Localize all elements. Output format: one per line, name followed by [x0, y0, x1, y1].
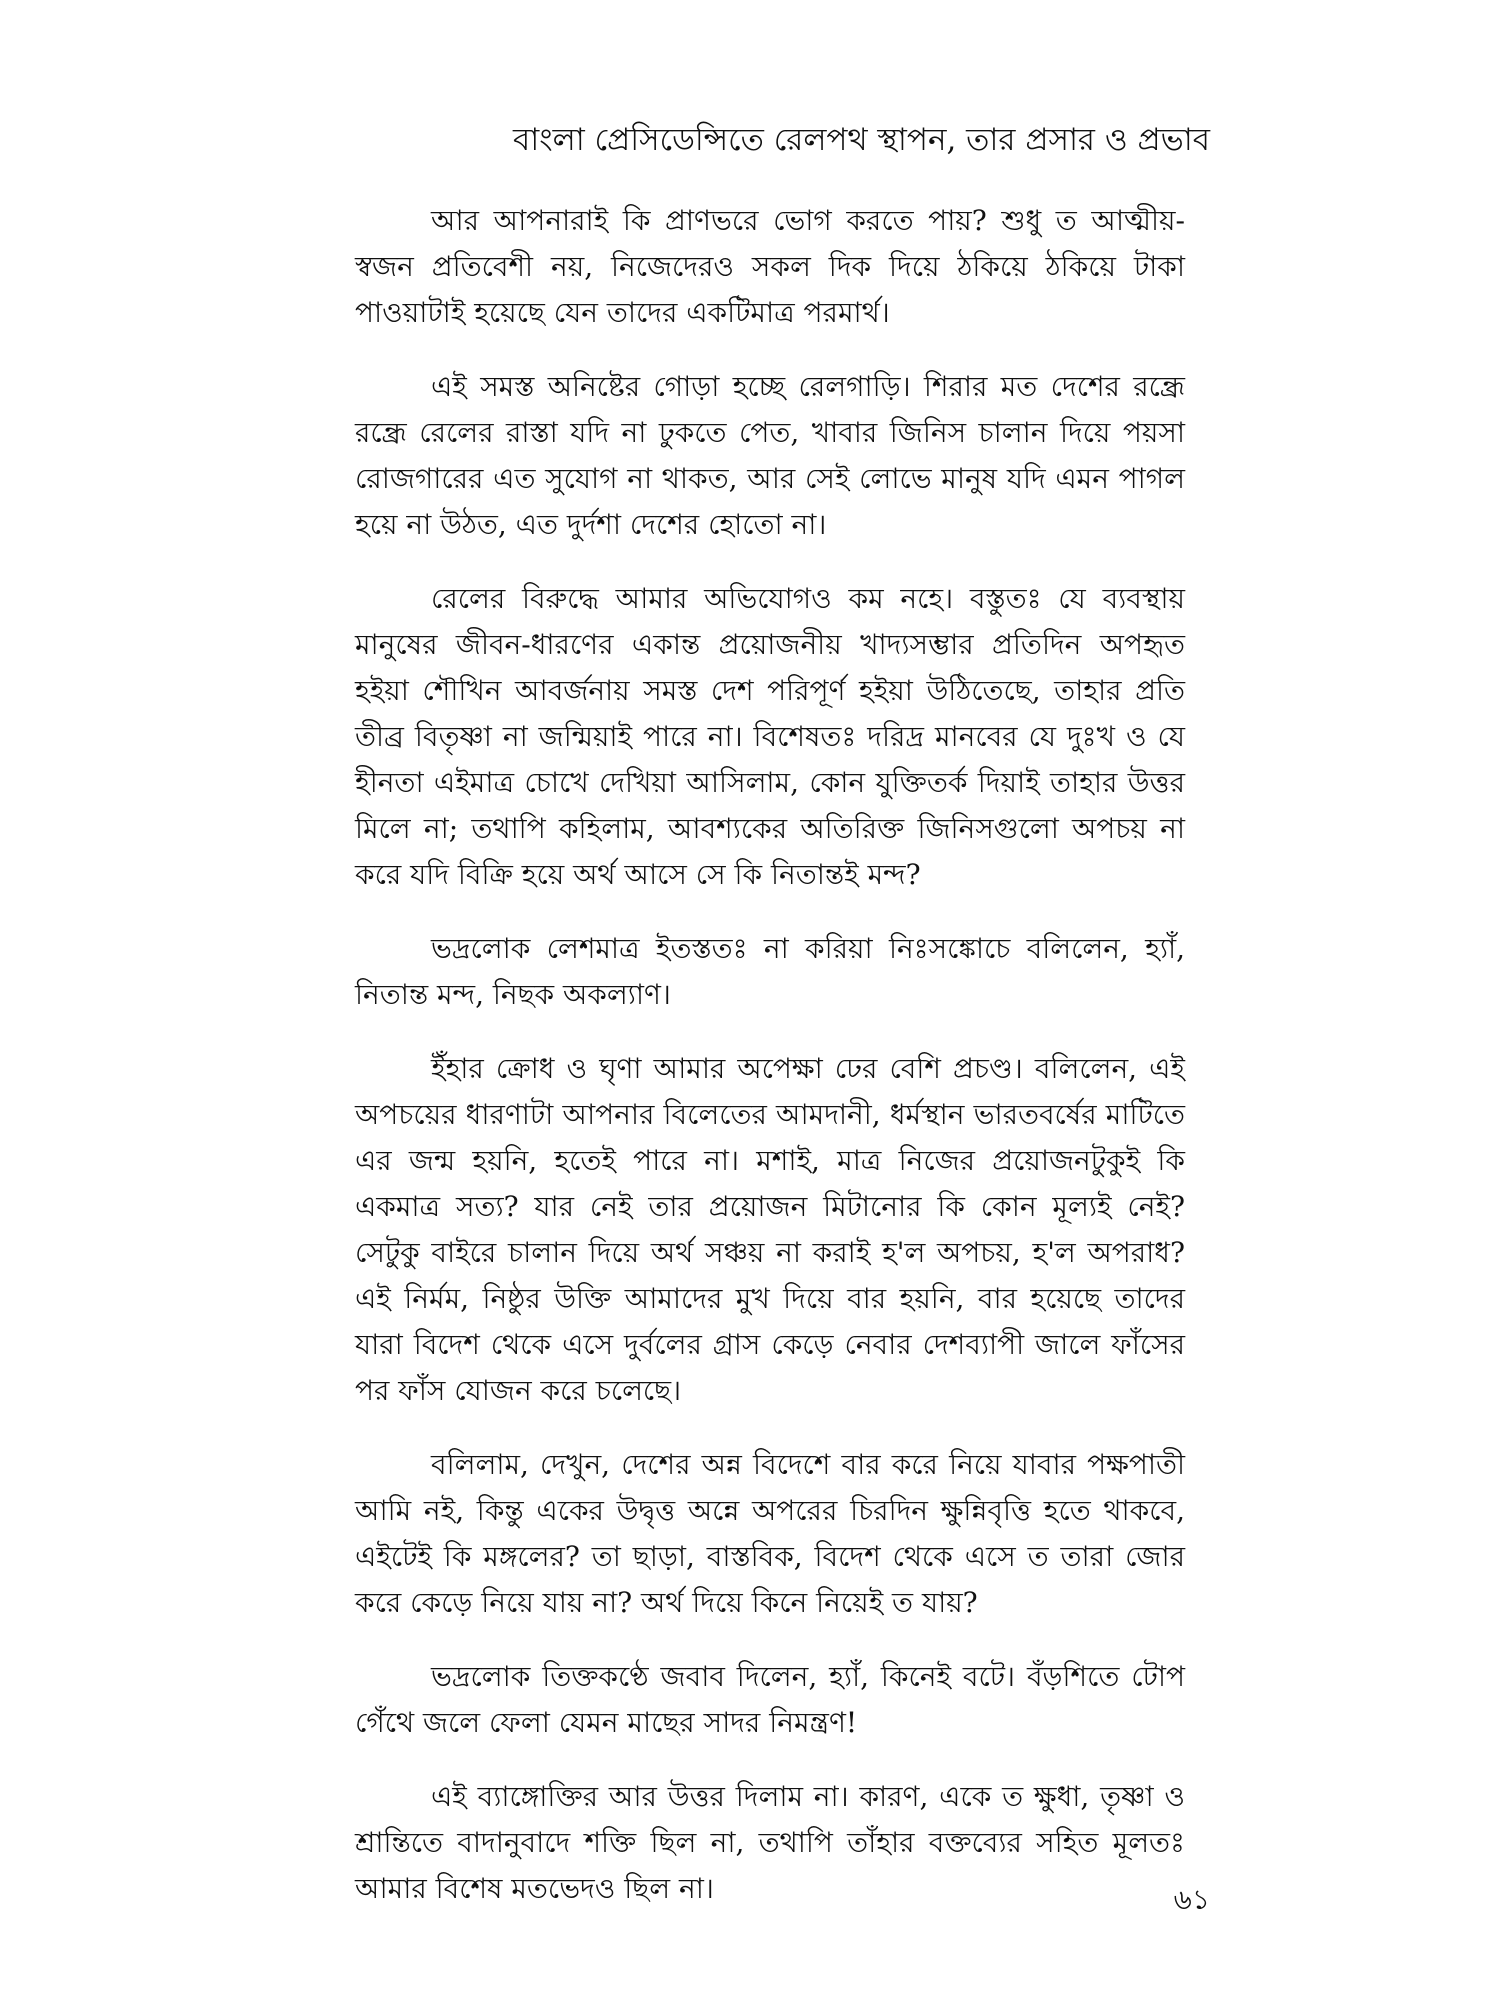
- body-text: [355, 198, 1185, 1940]
- paragraph: আর আপনারাই কি প্রাণভরে ভোগ করতে পায়? শুধু ত আত্মীয়-স্বজন প্রতিবেশী নয়, নিজেদেরও সকল দিক দিয়ে ঠকিয়ে ঠকিয়ে টাকা পাওয়াটাই হয়েছে যেন তাদের একটিমাত্র পরমার্থ।: [355, 204, 1185, 329]
- page-number: ৬১: [1173, 1883, 1210, 1916]
- paragraph: ভদ্রলোক লেশমাত্র ইতস্ততঃ না করিয়া নিঃসঙ্কোচে বলিলেন, হ্যাঁ, নিতান্ত মন্দ, নিছক অকল্যাণ।: [355, 932, 1185, 1011]
- paragraph: রেলের বিরুদ্ধে আমার অভিযোগও কম নহে। বস্তুতঃ যে ব্যবস্থায় মানুষের জীবন-ধারণের একান্ত প্রয়োজনীয় খাদ্যসম্ভার প্রতিদিন অপহৃত হইয়া শৌখিন আবর্জনায় সমস্ত দেশ পরিপূর্ণ হইয়া উঠিতেছে, তাহার প্রতি তীব্র বিতৃষ্ণা না জন্মিয়াই পারে না। বিশেষতঃ দরিদ্র মানবের যে দুঃখ ও যে হীনতা এইমাত্র চোখে দেখিয়া আসিলাম, কোন যুক্তিতর্ক দিয়াই তাহার উত্তর মিলে না; তথাপি কহিলাম, আবশ্যকের অতিরিক্ত জিনিসগুলো অপচয় না করে যদি বিক্রি হয়ে অর্থ আসে সে কি নিতান্তই মন্দ?: [355, 582, 1185, 891]
- paragraph: ভদ্রলোক তিক্তকণ্ঠে জবাব দিলেন, হ্যাঁ, কিনেই বটে। বঁড়শিতে টোপ গেঁথে জলে ফেলা যেমন মাছের সাদর নিমন্ত্রণ!: [355, 1660, 1185, 1739]
- running-header: বাংলা প্রেসিডেন্সিতে রেলপথ স্থাপন, তার প্রসার ও প্রভাব: [513, 122, 1210, 158]
- paragraph: বলিলাম, দেখুন, দেশের অন্ন বিদেশে বার করে নিয়ে যাবার পক্ষপাতী আমি নই, কিন্তু একের উদ্বৃত্ত অন্নে অপরের চিরদিন ক্ষুন্নিবৃত্তি হতে থাকবে, এইটেই কি মঙ্গলের? তা ছাড়া, বাস্তবিক, বিদেশ থেকে এসে ত তারা জোর করে কেড়ে নিয়ে যায় না? অর্থ দিয়ে কিনে নিয়েই ত যায়?: [355, 1448, 1185, 1619]
- paragraph: এই সমস্ত অনিষ্টের গোড়া হচ্ছে রেলগাড়ি। শিরার মত দেশের রন্ধ্রে রন্ধ্রে রেলের রাস্তা যদি না ঢুকতে পেত, খাবার জিনিস চালান দিয়ে পয়সা রোজগারের এত সুযোগ না থাকত, আর সেই লোভে মানুষ যদি এমন পাগল হয়ে না উঠত, এত দুর্দশা দেশের হোতো না।: [355, 370, 1185, 541]
- paragraph: এই ব্যাঙ্গোক্তির আর উত্তর দিলাম না। কারণ, একে ত ক্ষুধা, তৃষ্ণা ও শ্রান্তিতে বাদানুবাদে শক্তি ছিল না, তথাপি তাঁহার বক্তব্যের সহিত মূলতঃ আমার বিশেষ মতভেদও ছিল না।: [355, 1780, 1185, 1905]
- paragraph: ইঁহার ক্রোধ ও ঘৃণা আমার অপেক্ষা ঢের বেশি প্রচণ্ড। বলিলেন, এই অপচয়ের ধারণাটা আপনার বিলেতের আমদানী, ধর্মস্থান ভারতবর্ষের মাটিতে এর জন্ম হয়নি, হতেই পারে না। মশাই, মাত্র নিজের প্রয়োজনটুকুই কি একমাত্র সত্য? যার নেই তার প্রয়োজন মিটানোর কি কোন মূল্যই নেই? সেটুকু বাইরে চালান দিয়ে অর্থ সঞ্চয় না করাই হ'ল অপচয়, হ'ল অপরাধ? এই নির্মম, নিষ্ঠুর উক্তি আমাদের মুখ দিয়ে বার হয়নি, বার হয়েছে তাদের যারা বিদেশ থেকে এসে দুর্বলের গ্রাস কেড়ে নেবার দেশব্যাপী জালে ফাঁসের পর ফাঁস যোজন করে চলেছে।: [355, 1052, 1185, 1407]
